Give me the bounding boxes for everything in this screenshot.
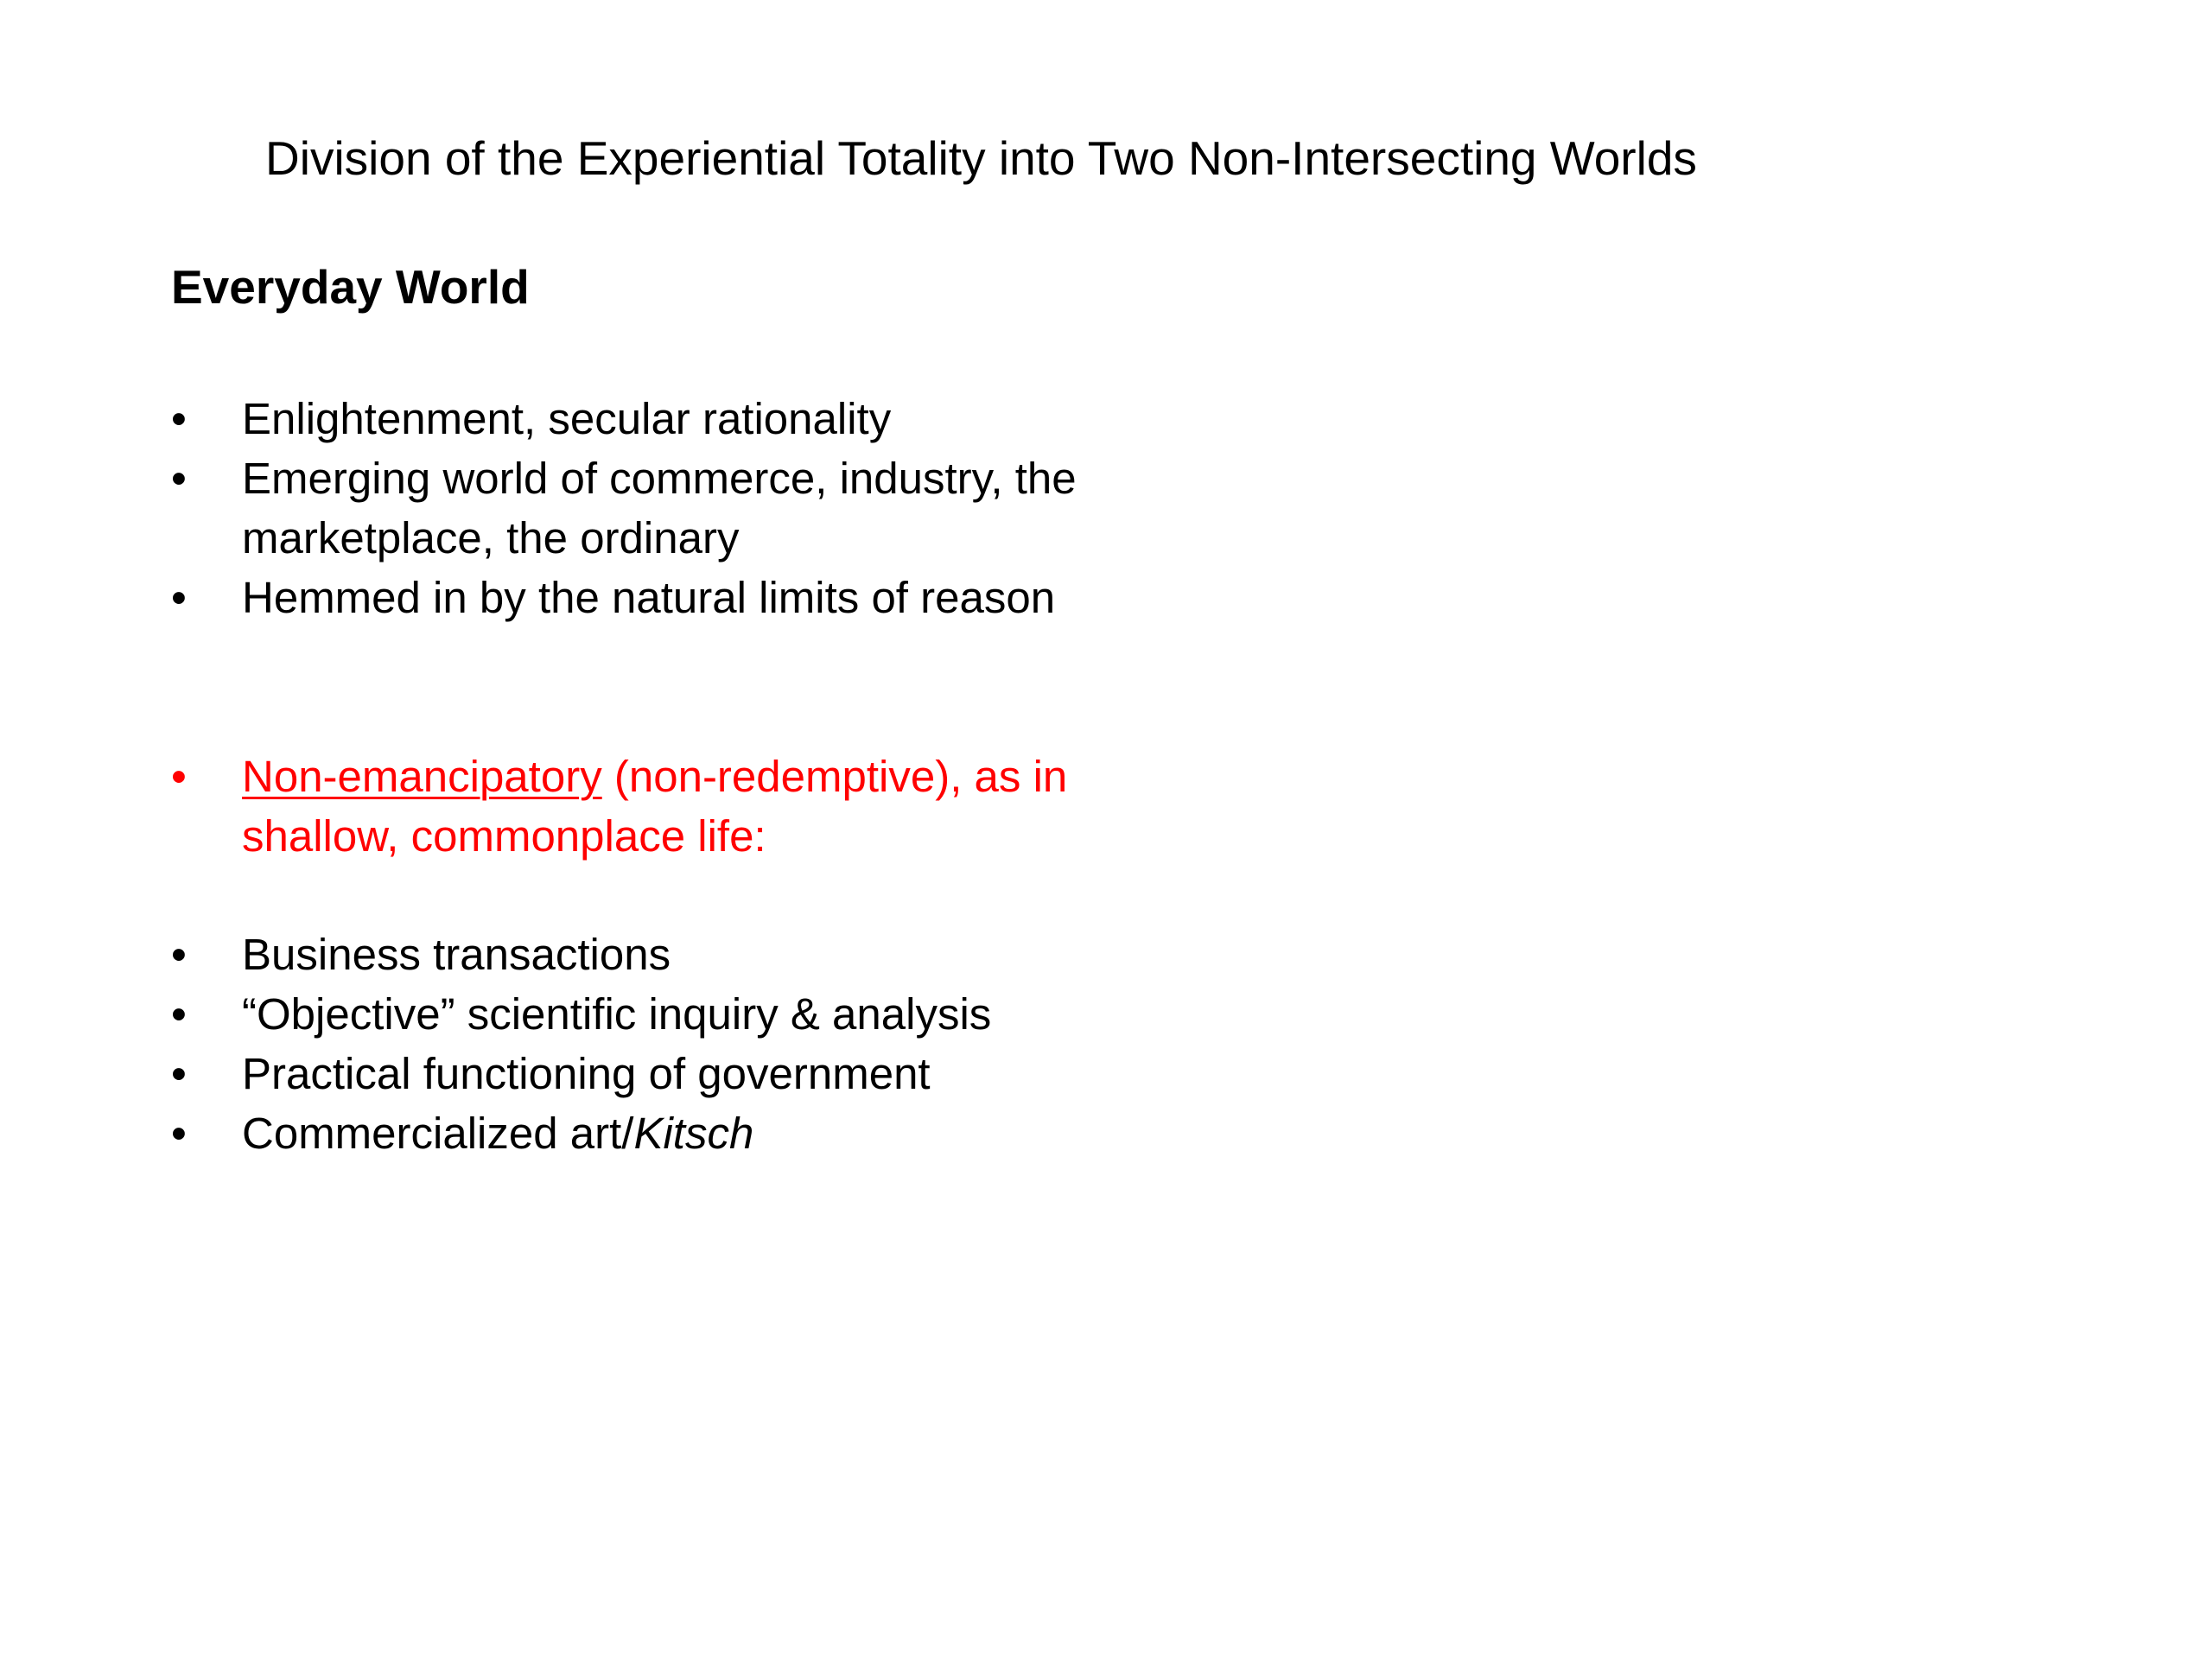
- list-item-text: Emerging world of commerce, industry, the marketplace, the ordinary: [242, 454, 1077, 563]
- list-item-text: Business transactions: [242, 930, 671, 979]
- italic-term: Kitsch: [633, 1109, 754, 1158]
- list-item: [171, 984, 1165, 1044]
- slide-title: Division of the Experiential Totality into Two Non-Intersecting Worlds: [265, 131, 1697, 185]
- list-item-text: Enlightenment, secular rationality: [242, 394, 892, 443]
- list-item: [171, 568, 1165, 627]
- bullet-icon: •: [171, 930, 187, 979]
- bullet-icon: •: [171, 989, 187, 1039]
- underlined-term: Non-emancipatory: [242, 752, 602, 801]
- bullet-icon: •: [171, 1109, 187, 1158]
- list-item: [171, 1103, 1165, 1163]
- list-item: [171, 925, 1165, 984]
- list-item: [171, 1044, 1165, 1103]
- bullet-list-examples: [171, 925, 1165, 1163]
- bullet-icon: •: [171, 573, 187, 622]
- list-item: [171, 448, 1165, 568]
- list-item-text: Practical functioning of government: [242, 1049, 931, 1098]
- section-heading: Everyday World: [171, 260, 530, 314]
- bullet-list-highlight: [171, 747, 1165, 866]
- list-item-text: Hemmed in by the natural limits of reason: [242, 573, 1056, 622]
- bullet-icon: •: [171, 394, 187, 443]
- list-item: [171, 389, 1165, 448]
- list-item-text: [242, 1109, 753, 1158]
- bullet-icon: •: [171, 752, 187, 801]
- highlight-rest-text: (non-redemptive), as in shallow, commonplace life:: [242, 752, 1068, 861]
- bullet-list-characteristics: [171, 389, 1165, 627]
- list-item-prefix: Commercialized art/: [242, 1109, 634, 1158]
- list-item-text: [242, 752, 1067, 861]
- list-item-text: “Objective” scientific inquiry & analysis: [242, 989, 992, 1039]
- list-item-highlight: [171, 747, 1165, 866]
- bullet-icon: •: [171, 454, 187, 503]
- bullet-icon: •: [171, 1049, 187, 1098]
